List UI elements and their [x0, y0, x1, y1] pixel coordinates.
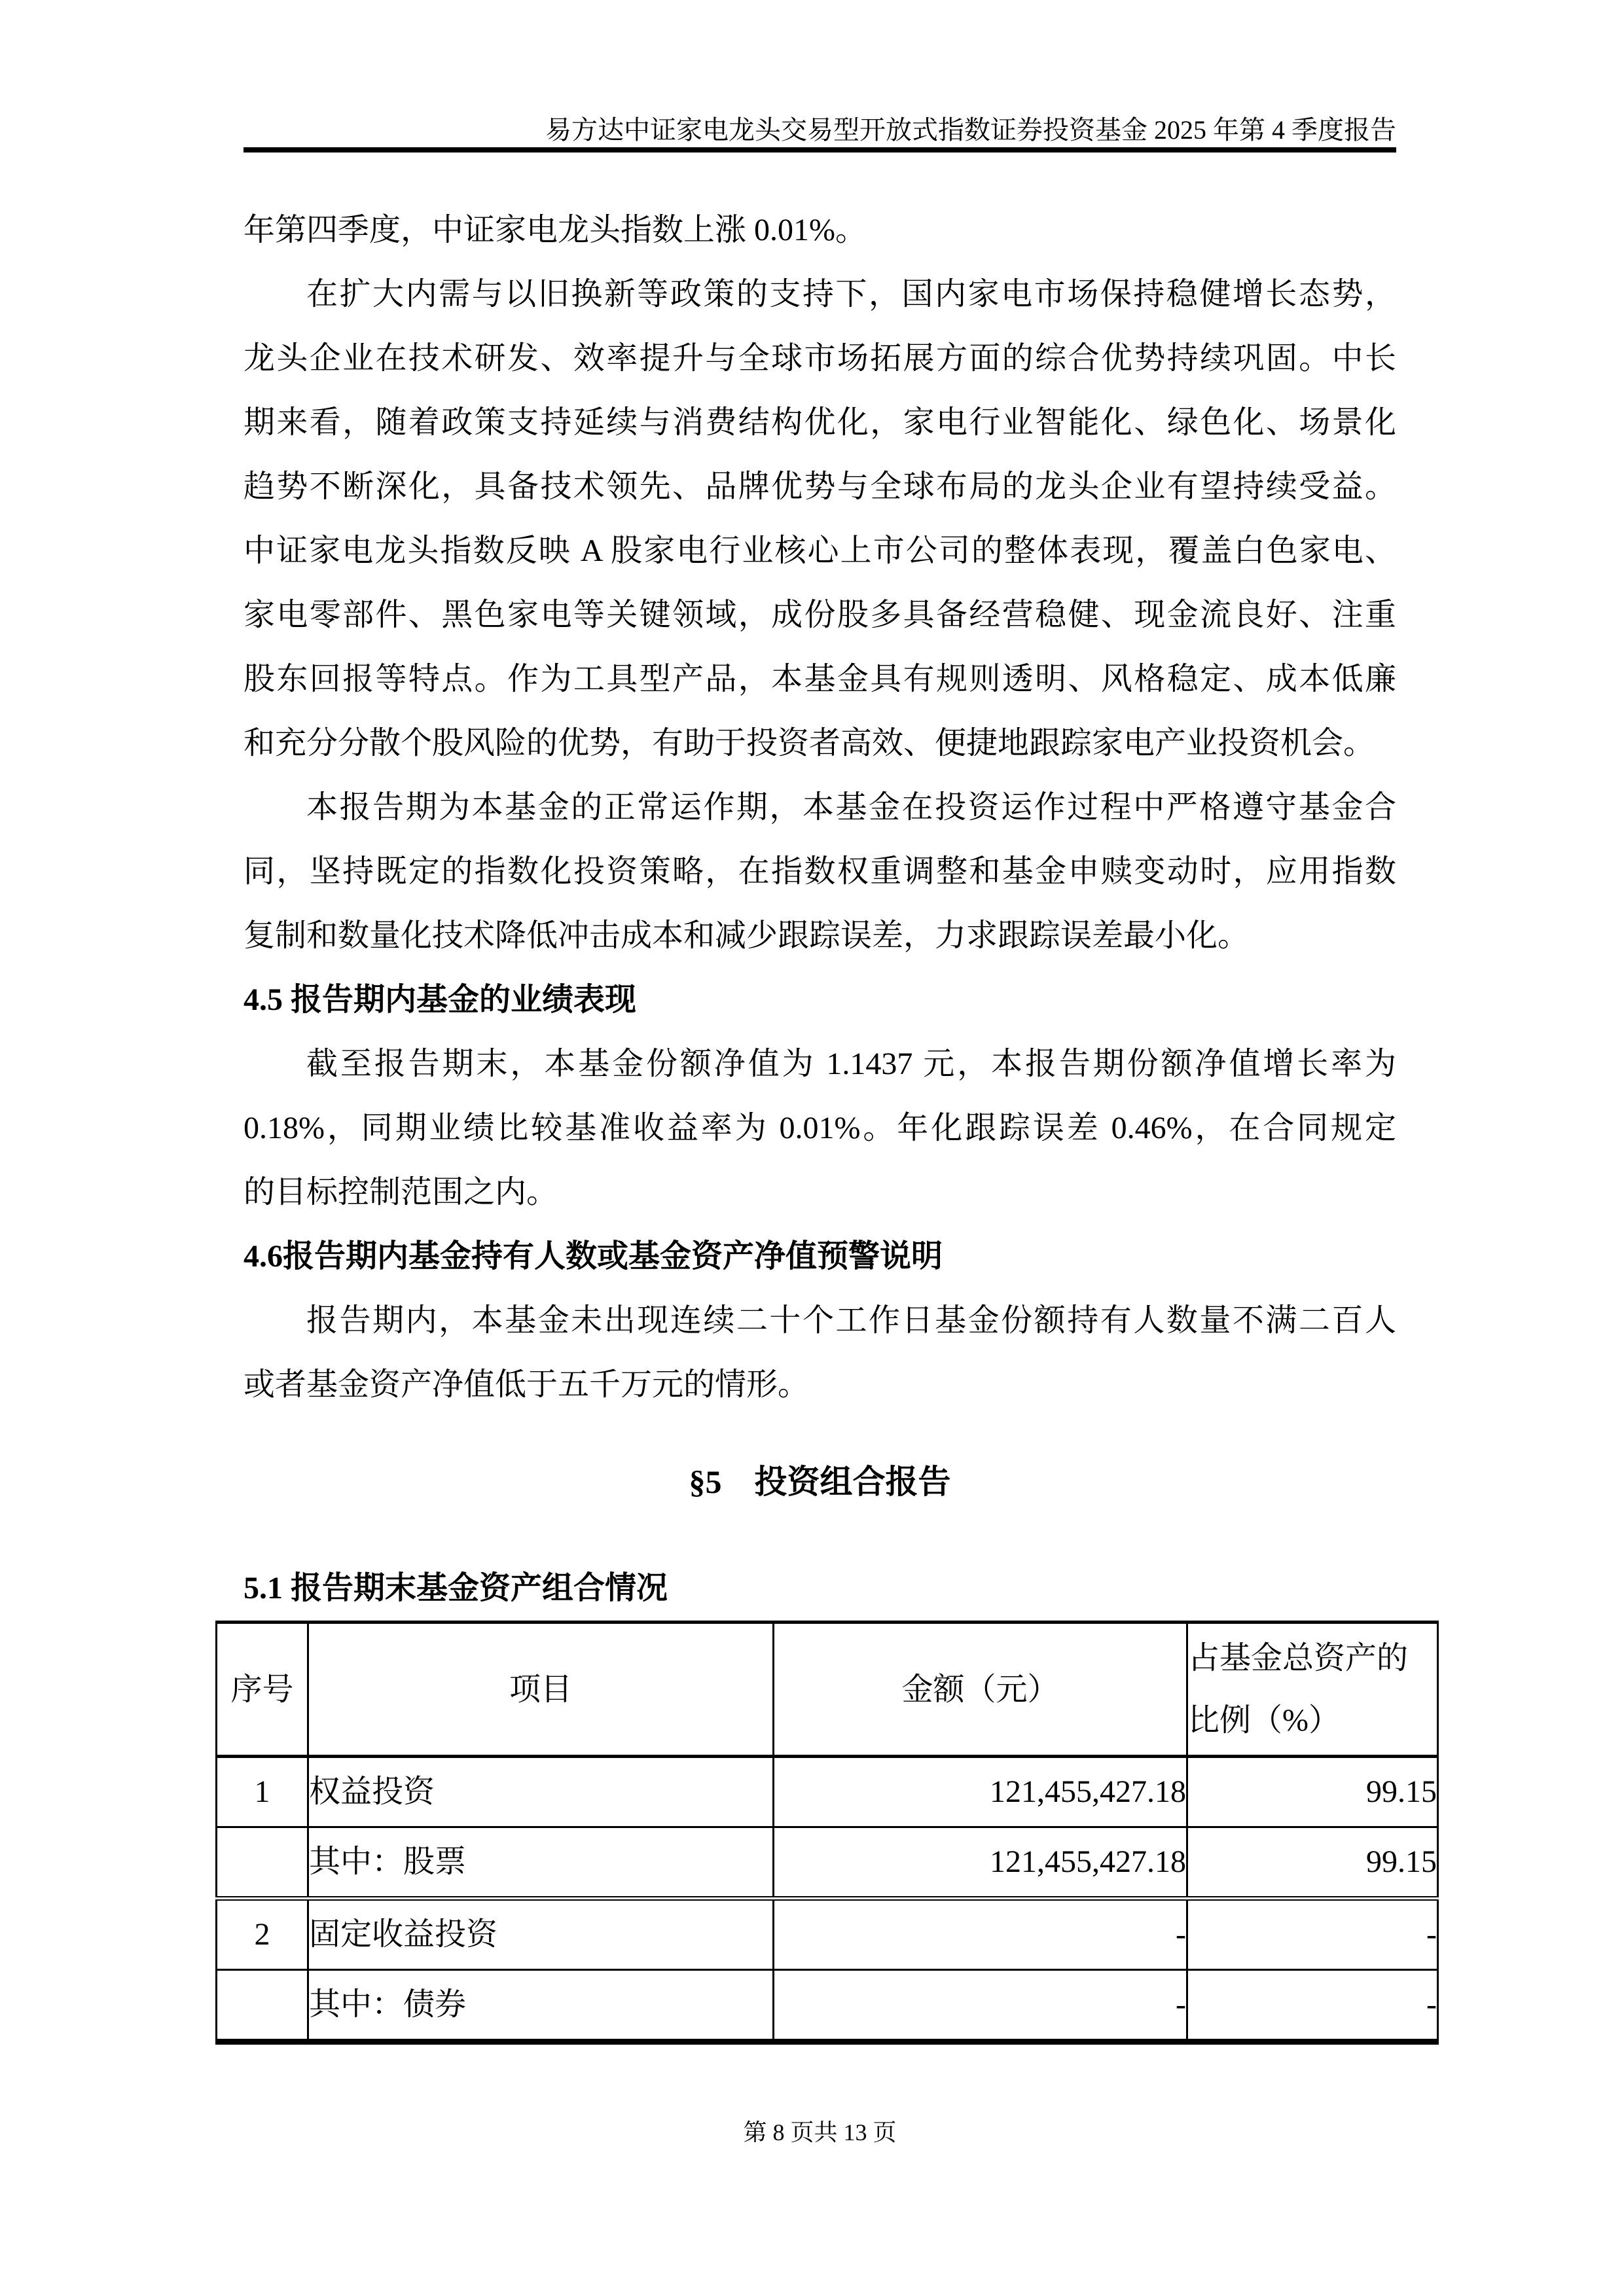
- content-area: [230, 0, 1437, 2147]
- cell-no: [217, 1970, 308, 2042]
- cell-pct: -: [1187, 1970, 1438, 2042]
- cell-item: 权益投资: [308, 1757, 774, 1827]
- paragraph-line: 期来看，随着政策支持延续与消费结构优化，家电行业智能化、绿色化、场景化: [244, 405, 1396, 440]
- paragraph-line: 报告期内，本基金未出现连续二十个工作日基金份额持有人数量不满二百人: [306, 1303, 1396, 1338]
- page-number: 第 8 页共 13 页: [743, 2119, 897, 2145]
- paragraph-line: 在扩大内需与以旧换新等政策的支持下，国内家电市场保持稳健增长态势，: [306, 277, 1396, 312]
- column-header-no: 序号: [217, 1623, 308, 1757]
- section-heading-4-6: 4.6报告期内基金持有人数或基金资产净值预警说明: [244, 1239, 943, 1274]
- paragraph-line: 的目标控制范围之内。: [244, 1175, 558, 1210]
- paragraph-line: 家电零部件、黑色家电等关键领域，成份股多具备经营稳健、现金流良好、注重: [244, 598, 1396, 632]
- paragraph-line: 同，坚持既定的指数化投资策略，在指数权重调整和基金申赎变动时，应用指数: [244, 854, 1396, 889]
- paragraph-line: 复制和数量化技术降低冲击成本和减少跟踪误差，力求跟踪误差最小化。: [244, 918, 1250, 953]
- asset-composition-table: [215, 1621, 1439, 2045]
- table-row: [217, 1970, 1438, 2042]
- table-header-row: [217, 1623, 1438, 1757]
- cell-pct: 99.15: [1187, 1827, 1438, 1899]
- paragraph-line: 中证家电龙头指数反映 A 股家电行业核心上市公司的整体表现，覆盖白色家电、: [244, 533, 1396, 568]
- paragraph-line: 0.18%，同期业绩比较基准收益率为 0.01%。年化跟踪误差 0.46%，在合同规定: [244, 1111, 1396, 1145]
- cell-no: 1: [254, 1774, 270, 1809]
- cell-item: 其中：股票: [308, 1827, 774, 1899]
- cell-no: [217, 1827, 308, 1899]
- table-row: [217, 1827, 1438, 1899]
- paragraph-line: 龙头企业在技术研发、效率提升与全球市场拓展方面的综合优势持续巩固。中长: [244, 341, 1396, 376]
- cell-pct: -: [1187, 1899, 1438, 1970]
- table-row: [217, 1899, 1438, 1970]
- cell-amount: 121,455,427.18: [774, 1827, 1187, 1899]
- paragraph-line: 或者基金资产净值低于五千万元的情形。: [244, 1367, 810, 1402]
- section-heading-5-1: 5.1 报告期末基金资产组合情况: [244, 1571, 668, 1605]
- cell-amount: 121,455,427.18: [774, 1757, 1187, 1827]
- paragraph-line: 趋势不断深化，具备技术领先、品牌优势与全球布局的龙头企业有望持续受益。: [244, 469, 1396, 504]
- paragraph-line: 截至报告期末，本基金份额净值为 1.1437 元，本报告期份额净值增长率为: [306, 1047, 1396, 1081]
- cell-amount: -: [774, 1970, 1187, 2042]
- cell-item: 其中：债券: [308, 1970, 774, 2042]
- paragraph-line: 年第四季度，中证家电龙头指数上涨 0.01%。: [244, 213, 867, 247]
- chapter-heading-5: §5 投资组合报告: [689, 1463, 951, 1500]
- cell-amount: -: [774, 1899, 1187, 1970]
- table-row: [217, 1757, 1438, 1827]
- page-header-title: 易方达中证家电龙头交易型开放式指数证券投资基金 2025 年第 4 季度报告: [244, 115, 1396, 152]
- cell-pct: 99.15: [1187, 1757, 1438, 1827]
- section-heading-4-5: 4.5 报告期内基金的业绩表现: [244, 982, 637, 1017]
- paragraph-line: 本报告期为本基金的正常运作期，本基金在投资运作过程中严格遵守基金合: [306, 790, 1396, 825]
- column-header-amount: 金额（元）: [774, 1623, 1187, 1757]
- paragraph-line: 股东回报等特点。作为工具型产品，本基金具有规则透明、风格稳定、成本低廉: [244, 662, 1396, 696]
- cell-no: 2: [217, 1899, 308, 1970]
- column-header-pct: 占基金总资产的比例（%）: [1187, 1623, 1438, 1757]
- column-header-item: 项目: [308, 1623, 774, 1757]
- paragraph-line: 和充分分散个股风险的优势，有助于投资者高效、便捷地跟踪家电产业投资机会。: [244, 726, 1375, 761]
- cell-item: 固定收益投资: [308, 1899, 774, 1970]
